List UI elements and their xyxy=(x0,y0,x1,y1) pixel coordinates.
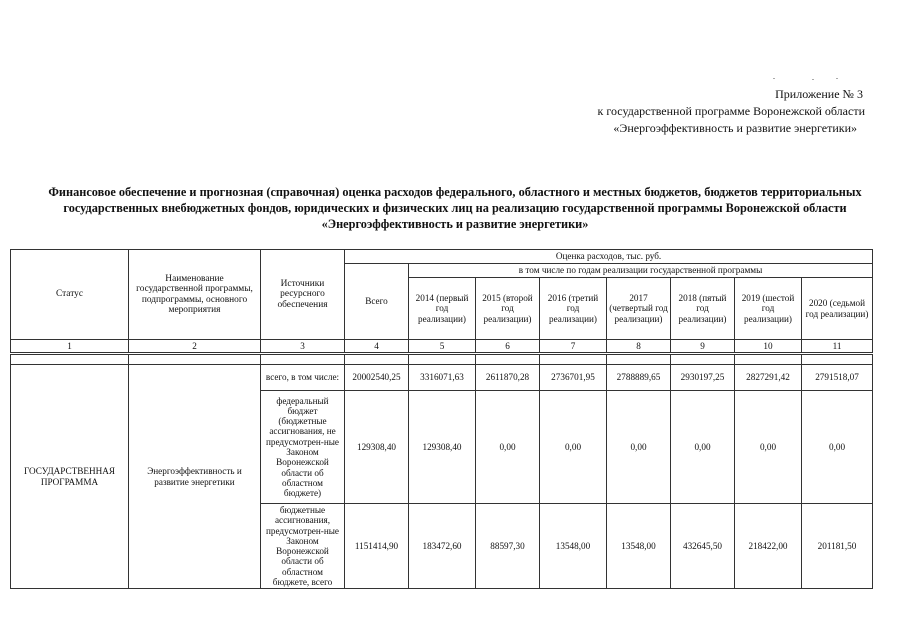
column-number: 6 xyxy=(476,340,540,354)
separator-row xyxy=(11,354,873,365)
header-name: Наименование государственной программы, подпрограммы, основного мероприятия xyxy=(129,250,261,340)
value-cell: 2736701,95 xyxy=(540,365,607,391)
appendix-number: Приложение № 3 xyxy=(775,87,863,101)
column-number: 11 xyxy=(802,340,873,354)
header-source: Источники ресурсного обеспечения xyxy=(261,250,345,340)
value-cell: 183472,60 xyxy=(409,504,476,589)
column-number: 10 xyxy=(735,340,802,354)
value-cell: 432645,50 xyxy=(671,504,735,589)
value-cell: 201181,50 xyxy=(802,504,873,589)
column-number: 4 xyxy=(345,340,409,354)
value-cell: 2930197,25 xyxy=(671,365,735,391)
value-cell: 88597,30 xyxy=(476,504,540,589)
source-cell: федеральный бюджет (бюджетные ассигнования, не предусмотрен-ные Законом Воронежской области об областном бюджете) xyxy=(261,391,345,504)
source-cell: бюджетные ассигнования, предусмотрен-ные Законом Воронежской области об областном бюджете, всего xyxy=(261,504,345,589)
scan-speck xyxy=(812,79,814,80)
total-cell: 20002540,25 xyxy=(345,365,409,391)
header-year-2017: 2017 (четвертый год реализации) xyxy=(607,278,671,340)
total-cell: 1151414,90 xyxy=(345,504,409,589)
appendix-header xyxy=(598,86,865,137)
header-year-2016: 2016 (третий год реализации) xyxy=(540,278,607,340)
value-cell: 0,00 xyxy=(476,391,540,504)
value-cell: 0,00 xyxy=(540,391,607,504)
column-number: 8 xyxy=(607,340,671,354)
program-name-cell: Энергоэффективность и развитие энергетики xyxy=(129,365,261,589)
value-cell: 13548,00 xyxy=(540,504,607,589)
value-cell: 2827291,42 xyxy=(735,365,802,391)
status-cell: ГОСУДАРСТВЕННАЯ ПРОГРАММА xyxy=(11,365,129,589)
scan-speck xyxy=(773,78,775,79)
header-status: Статус xyxy=(11,250,129,340)
column-number-row xyxy=(11,340,873,354)
value-cell: 13548,00 xyxy=(607,504,671,589)
appendix-program-ref: к государственной программе Воронежской области xyxy=(597,104,865,118)
value-cell: 2791518,07 xyxy=(802,365,873,391)
header-year-2014: 2014 (первый год реализации) xyxy=(409,278,476,340)
scan-speck xyxy=(836,78,838,79)
table-row xyxy=(11,365,873,391)
source-cell: всего, в том числе: xyxy=(261,365,345,391)
header-estimate: Оценка расходов, тыс. руб. xyxy=(345,250,873,264)
header-year-2020: 2020 (седьмой год реализации) xyxy=(802,278,873,340)
column-number: 1 xyxy=(11,340,129,354)
value-cell: 129308,40 xyxy=(409,391,476,504)
header-year-2019: 2019 (шестой год реализации) xyxy=(735,278,802,340)
column-number: 3 xyxy=(261,340,345,354)
value-cell: 2611870,28 xyxy=(476,365,540,391)
document-title: Финансовое обеспечение и прогнозная (справочная) оценка расходов федерального, областного и местных бюджетов, бюджетов территориальных государственных внебюджетных фондов, юридических и физических лиц на реализацию государственной программы Воронежской области «Энергоэффективность и развитие энергетики» xyxy=(48,185,862,231)
value-cell: 0,00 xyxy=(802,391,873,504)
header-by-years: в том числе по годам реализации государственной программы xyxy=(409,264,873,278)
financing-table xyxy=(10,249,873,589)
header-year-2018: 2018 (пятый год реализации) xyxy=(671,278,735,340)
value-cell: 0,00 xyxy=(735,391,802,504)
column-number: 5 xyxy=(409,340,476,354)
value-cell: 0,00 xyxy=(671,391,735,504)
appendix-program-name: «Энергоэффективность и развитие энергетики» xyxy=(613,121,857,135)
value-cell: 2788889,65 xyxy=(607,365,671,391)
column-number: 9 xyxy=(671,340,735,354)
value-cell: 3316071,63 xyxy=(409,365,476,391)
value-cell: 218422,00 xyxy=(735,504,802,589)
total-cell: 129308,40 xyxy=(345,391,409,504)
header-total: Всего xyxy=(345,264,409,340)
value-cell: 0,00 xyxy=(607,391,671,504)
header-year-2015: 2015 (второй год реализации) xyxy=(476,278,540,340)
column-number: 2 xyxy=(129,340,261,354)
column-number: 7 xyxy=(540,340,607,354)
